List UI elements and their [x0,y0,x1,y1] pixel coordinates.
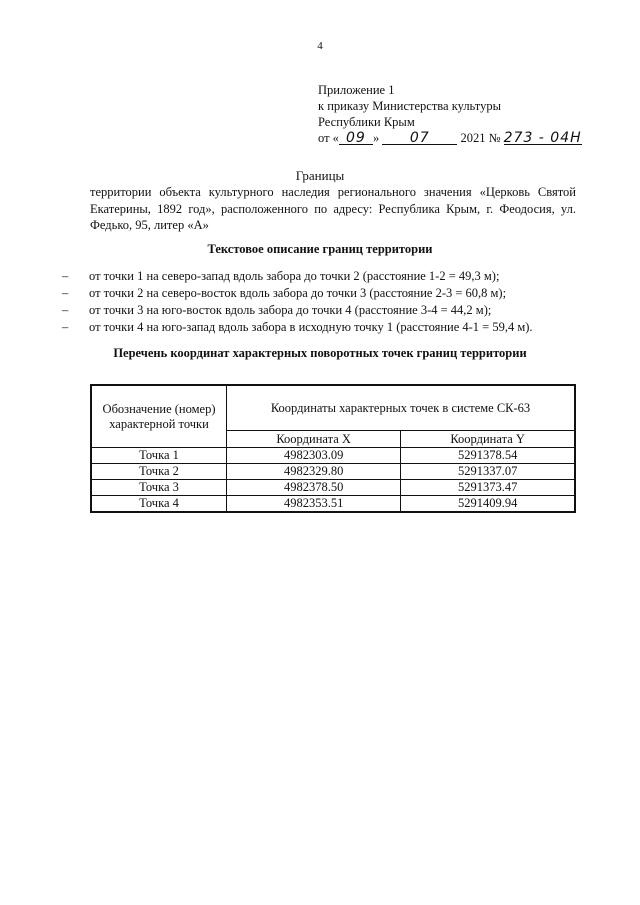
date-prefix: от « [318,131,339,145]
table-row [91,496,575,513]
table-cell-x: 4982378.50 [227,480,401,496]
appendix-line-2: к приказу Министерства культуры [318,99,501,113]
table-header-x: Координата X [227,431,401,448]
document-title: Границы [295,168,345,183]
list-item [62,302,533,319]
list-item [62,285,533,302]
table-cell-point: Точка 2 [91,464,227,480]
section-heading-coordinates: Перечень координат характерных поворотных точек границ территории [113,346,527,360]
table-cell-y: 5291378.54 [401,448,575,464]
appendix-block [318,82,582,146]
table-header-coordinates: Координаты характерных точек в системе СК-63 [227,385,575,431]
dash-marker: – [62,269,69,283]
table-row [91,464,575,480]
table-cell-x: 4982303.09 [227,448,401,464]
list-item [62,268,533,285]
list-item-text: от точки 3 на юго-восток вдоль забора до точки 4 (расстояние 3-4 = 44,2 м); [89,303,492,317]
list-item-text: от точки 4 на юго-запад вдоль забора в исходную точку 1 (расстояние 4-1 = 59,4 м). [89,320,533,334]
section-heading-description: Текстовое описание границ территории [207,242,433,256]
list-item-text: от точки 2 на северо-восток вдоль забора до точки 3 (расстояние 2-3 = 60,8 м); [89,286,507,300]
appendix-date-line [318,130,582,146]
territory-description: территории объекта культурного наследия регионального значения «Церковь Святой Екатерины, 1892 год», расположенного по адресу: Республика Крым, г. Феодосия, ул. Федько, 95, литер «А» [90,185,576,232]
table-cell-y: 5291373.47 [401,480,575,496]
table-cell-point: Точка 4 [91,496,227,513]
coordinates-table [90,384,576,513]
appendix-line-1: Приложение 1 [318,83,395,97]
table-row [91,448,575,464]
table-cell-point: Точка 3 [91,480,227,496]
boundary-description-list [62,268,533,336]
date-year: 2021 № [460,131,501,145]
list-item [62,319,533,336]
dash-marker: – [62,286,69,300]
table-cell-point: Точка 1 [91,448,227,464]
order-number: 273 - 04Н [503,130,582,146]
date-month: 07 [382,132,457,145]
table-header-point: Обозначение (номер) характерной точки [91,385,227,448]
table-cell-x: 4982329.80 [227,464,401,480]
dash-marker: – [62,320,69,334]
table-cell-y: 5291409.94 [401,496,575,513]
table-cell-x: 4982353.51 [227,496,401,513]
table-cell-y: 5291337.07 [401,464,575,480]
appendix-line-3: Республики Крым [318,115,415,129]
list-item-text: от точки 1 на северо-запад вдоль забора до точки 2 (расстояние 1-2 = 49,3 м); [89,269,500,283]
table-row [91,480,575,496]
dash-marker: – [62,303,69,317]
table-header-y: Координата Y [401,431,575,448]
date-day: 09 [339,132,373,145]
date-mid: » [372,131,380,145]
page-number: 4 [317,40,323,52]
